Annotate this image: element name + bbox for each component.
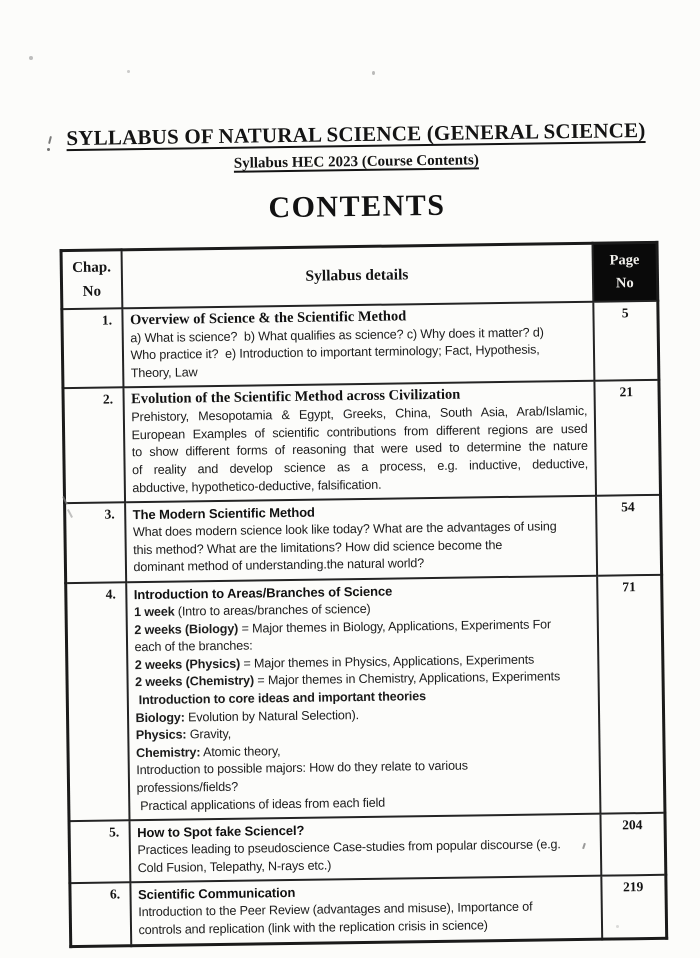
syllabus-text-line: Prehistory, Mesopotamia & Egypt, Greeks, China, South Asia, Arab/Islamic,	[131, 404, 588, 425]
table-row	[62, 300, 659, 388]
chapter-number: 5.	[69, 820, 130, 883]
table-row	[63, 380, 661, 503]
page-content	[56, 0, 665, 948]
contents-heading: CONTENTS	[268, 188, 446, 225]
syllabus-text-line: 2 weeks (Chemistry) = Major themes in Chemistry, Applications, Experiments	[134, 669, 561, 690]
chapter-details	[123, 381, 596, 503]
page-number: 21	[594, 380, 661, 496]
syllabus-text-line: each of the branches:	[134, 638, 253, 655]
syllabus-text-line: Who practice it? e) Introduction to important terminology; Fact, Hypothesis,	[130, 342, 540, 363]
page-number: 54	[596, 495, 662, 576]
page-number: 219	[601, 875, 667, 939]
contents-table	[60, 241, 669, 948]
document-subtitle: Syllabus HEC 2023 (Course Contents)	[233, 152, 479, 172]
syllabus-text-line: dominant method of understanding.the natural world?	[133, 556, 425, 575]
syllabus-text-line: 2 weeks (Physics) = Major themes in Physics, Applications, Experiments	[134, 652, 535, 672]
scan-artifact	[29, 56, 33, 60]
table-row	[65, 495, 662, 583]
syllabus-text-line: 2 weeks (Biology) = Major themes in Biology, Applications, Experiments For	[134, 616, 552, 637]
document-header	[58, 118, 655, 228]
table-row	[70, 875, 667, 946]
chapter-number: 6.	[70, 883, 131, 947]
chapter-number: 2.	[63, 388, 125, 504]
syllabus-text-line: to show different forms of reasoning that were used to determine the nature	[131, 439, 588, 460]
syllabus-text-line: Biology: Evolution by Natural Selection).	[135, 707, 360, 725]
table-row	[69, 813, 666, 884]
syllabus-text-line: abductive, hypothetico-deductive, falsification.	[132, 477, 382, 495]
page-number: 5	[593, 300, 659, 381]
chapter-details	[126, 576, 600, 821]
scan-artifact	[48, 136, 52, 144]
chapter-title: How to Spot fake Sciencel?	[137, 822, 305, 841]
chapter-title: Introduction to Areas/Branches of Science	[133, 583, 393, 603]
chapter-number: 4.	[66, 582, 129, 821]
chapter-details	[130, 876, 602, 945]
chapter-details	[125, 496, 597, 582]
page-number: 71	[597, 575, 665, 814]
syllabus-text-line: Introduction to core ideas and important theories	[135, 689, 426, 708]
table-row	[66, 575, 665, 821]
chapter-title: The Modern Scientific Method	[132, 504, 315, 523]
page-number: 204	[600, 813, 666, 876]
syllabus-text-line: a) What is science? b) What qualifies as science? c) Why does it matter? d)	[130, 324, 544, 345]
chap-header-line1: Chap.	[72, 259, 112, 276]
syllabus-text-line: Introduction to the Peer Review (advantages and misuse), Importance of	[138, 899, 533, 920]
syllabus-text-line: Practical applications of ideas from each field	[136, 795, 386, 813]
chapter-number: 1.	[62, 308, 123, 389]
syllabus-details-header: Syllabus details	[121, 243, 593, 308]
chap-header-line2: No	[82, 283, 102, 300]
syllabus-text-line: What does modern science look like today? What are the advantages of using	[132, 519, 557, 540]
chapter-title: Scientific Communication	[137, 885, 296, 903]
syllabus-text-line: this method? What are the limitations? How did science become the	[133, 537, 503, 558]
syllabus-text-line: Introduction to possible majors: How do they relate to various	[136, 758, 468, 778]
syllabus-text-line: Practices leading to pseudoscience Case-studies from popular discourse (e.g.	[137, 837, 561, 858]
chap-no-header	[61, 250, 122, 309]
syllabus-text-line: European Examples of scientific contributions from different regions are used	[131, 421, 588, 443]
chapter-number: 3.	[65, 503, 126, 584]
syllabus-text-line: Theory, Law	[130, 364, 198, 380]
chapter-title: Evolution of the Scientific Method across Civilization	[131, 386, 461, 408]
page-header-line1: Page	[609, 251, 640, 269]
syllabus-text-line: Cold Fusion, Telepathy, N-rays etc.)	[137, 858, 332, 875]
syllabus-text-line: Physics: Gravity,	[135, 727, 232, 743]
table-header-row	[61, 242, 658, 308]
chapter-details	[129, 814, 601, 883]
syllabus-text-line: of reality and develop science as a process, e.g. inductive, deductive,	[132, 456, 589, 478]
syllabus-text-line: professions/fields?	[136, 779, 239, 796]
syllabus-text-line: 1 week (Intro to areas/branches of science)	[133, 601, 371, 620]
page-no-header	[592, 242, 658, 301]
scan-artifact	[47, 148, 50, 151]
document-title: SYLLABUS OF NATURAL SCIENCE (GENERAL SCIENCE)	[66, 117, 646, 151]
syllabus-text-line: controls and replication (link with the replication crisis in science)	[138, 918, 488, 938]
chapter-details	[122, 301, 594, 387]
chapter-title: Overview of Science & the Scientific Method	[129, 307, 407, 328]
page-header-line2: No	[615, 274, 634, 292]
syllabus-text-line: Chemistry: Atomic theory,	[135, 743, 281, 760]
